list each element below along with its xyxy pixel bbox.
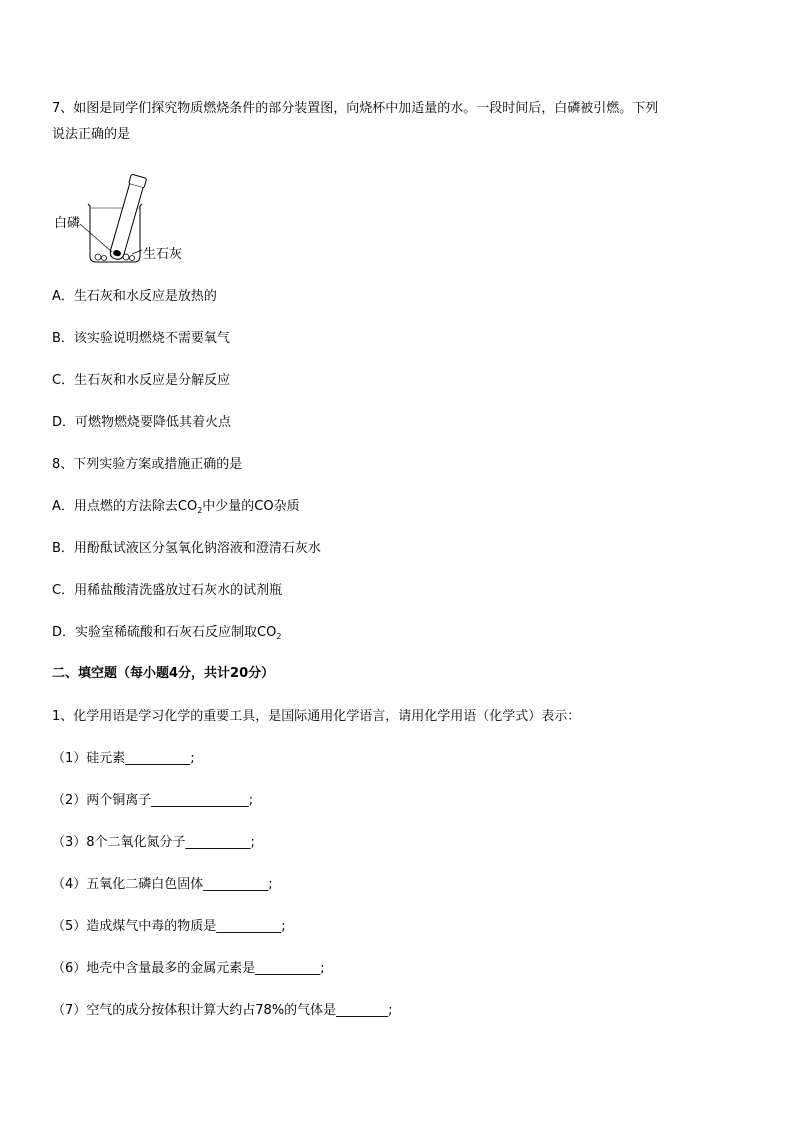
q8-option-a [52, 499, 300, 515]
q8-option-b: B．用酚酞试液区分氢氧化钠溶液和澄清石灰水 [52, 541, 321, 556]
q8-option-d-pre: D．实验室稀硫酸和石灰石反应制取CO [52, 625, 277, 640]
fill-item-3 [52, 835, 255, 851]
fill-item-end: ; [268, 877, 273, 892]
fill-item-label: （4）五氧化二磷白色固体 [52, 877, 204, 892]
q7-option-b: B．该实验说明燃烧不需要氧气 [52, 331, 230, 346]
fill-item-4 [52, 877, 273, 893]
white-phosphorus-leader [80, 224, 112, 252]
fill-item-end: ; [388, 1003, 393, 1018]
answer-blank[interactable]: __________ [185, 835, 251, 850]
test-tube [108, 174, 147, 261]
fill-item-label: （1）硅元素 [52, 751, 126, 766]
fill-item-end: ; [281, 919, 286, 934]
fill-item-label: （6）地壳中含量最多的金属元素是 [52, 961, 256, 976]
fill-item-end: ; [248, 793, 254, 808]
label-white-phosphorus: 白磷 [54, 216, 81, 231]
fill-item-5 [52, 919, 286, 935]
fill-item-label: （2）两个铜离子 [52, 793, 152, 808]
q8-option-c: C．用稀盐酸清洗盛放过石灰水的试剂瓶 [52, 583, 283, 598]
fill-item-2 [52, 793, 253, 809]
answer-blank[interactable]: __________ [203, 877, 269, 892]
fill-item-6 [52, 961, 325, 977]
answer-blank[interactable]: __________ [125, 751, 191, 766]
q7-option-a: A．生石灰和水反应是放热的 [52, 289, 217, 304]
experiment-figure [50, 168, 200, 268]
answer-blank[interactable]: _______________ [151, 793, 249, 808]
fill-item-7 [52, 1003, 393, 1019]
fill-item-end: ; [250, 835, 255, 850]
q8-option-d-sub: 2 [276, 632, 282, 641]
q8-option-a-pre: A．用点燃的方法除去CO [52, 499, 198, 514]
q8-stem: 8、下列实验方案或措施正确的是 [52, 457, 243, 472]
q7-stem-line1: 7、如图是同学们探究物质燃烧条件的部分装置图，向烧杯中加适量的水。一段时间后，白磷被引燃。下列 [52, 101, 659, 116]
q8-option-a-sub: 2 [197, 506, 203, 515]
q8-option-a-post: 中少量的CO杂质 [202, 499, 300, 514]
fill-item-label: （5）造成煤气中毒的物质是 [52, 919, 217, 934]
q7-option-d: D．可燃物燃烧要降低其着火点 [52, 415, 232, 430]
section2-q1-stem: 1、化学用语是学习化学的重要工具，是国际通用化学语言，请用化学用语（化学式）表示： [52, 709, 581, 724]
answer-blank[interactable]: __________ [216, 919, 282, 934]
fill-item-end: ; [190, 751, 195, 766]
answer-blank[interactable]: __________ [255, 961, 321, 976]
q8-option-d [52, 625, 281, 641]
fill-item-1 [52, 751, 195, 767]
fill-item-label: （3）8个二氧化氮分子 [52, 835, 186, 850]
q7-option-c: C．生石灰和水反应是分解反应 [52, 373, 231, 388]
fill-item-label: （7）空气的成分按体积计算大约占78%的气体是 [52, 1003, 337, 1018]
label-quicklime: 生石灰 [143, 247, 183, 262]
answer-blank[interactable]: ________ [336, 1003, 389, 1018]
fill-item-end: ; [320, 961, 325, 976]
section2-heading: 二、填空题（每小题4分，共计20分） [52, 666, 275, 681]
q7-stem-line2: 说法正确的是 [52, 127, 131, 142]
